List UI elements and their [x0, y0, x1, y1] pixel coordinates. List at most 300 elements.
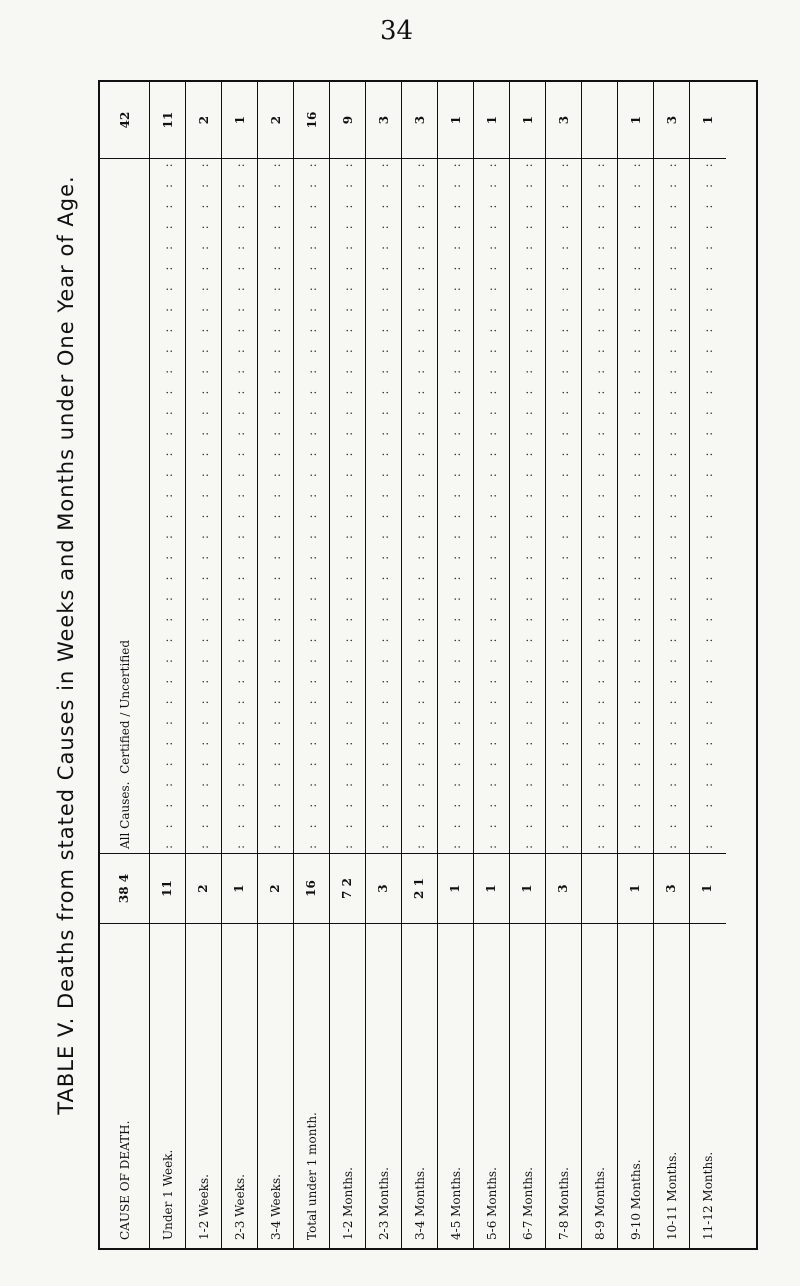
column-dot-leaders [582, 158, 617, 853]
dot-leader: : [196, 163, 211, 168]
dot-leader: : [160, 844, 175, 849]
table-row [294, 82, 330, 1248]
dot-leader: : [412, 514, 427, 519]
dot-leader: : [556, 844, 571, 849]
column-dot-leaders [222, 158, 257, 853]
dot-leader: : [160, 183, 175, 188]
dot-leader: : [232, 824, 247, 829]
column-first-value: 1 [690, 853, 726, 923]
column-total-value: 3 [664, 115, 679, 125]
dot-leader: : [268, 349, 283, 354]
dot-leader: : [232, 349, 247, 354]
dot-leader: : [701, 679, 715, 684]
dot-leader: : [340, 328, 355, 333]
dot-leader: : [701, 245, 715, 250]
dot-leader: : [376, 183, 391, 188]
dot-leader: : [592, 803, 607, 808]
dot-leader: : [628, 411, 643, 416]
dot-leader: : [520, 514, 535, 519]
table-row [258, 82, 294, 1248]
dot-leaders [269, 163, 283, 849]
dot-leader: : [304, 679, 319, 684]
dot-leader: : [412, 741, 427, 746]
dot-leader: : [160, 369, 175, 374]
dot-leaders [593, 163, 607, 849]
dot-leader: : [196, 369, 211, 374]
dot-leader: : [664, 638, 679, 643]
dot-leader: : [592, 638, 607, 643]
dot-leader: : [160, 411, 175, 416]
dot-leader: : [160, 266, 175, 271]
dot-leader: : [412, 183, 427, 188]
dot-leader: : [628, 328, 643, 333]
dot-leader: : [664, 411, 679, 416]
dot-leader: : [160, 452, 175, 457]
dot-leader: : [232, 431, 247, 436]
dot-leader: : [268, 307, 283, 312]
dot-leader: : [448, 741, 463, 746]
dot-leader: : [304, 431, 319, 436]
dot-leader: : [448, 493, 463, 498]
dot-leader: : [412, 700, 427, 705]
dot-leader: : [340, 576, 355, 581]
dot-leader: : [664, 844, 679, 849]
dot-leader: : [196, 555, 211, 560]
dot-leader: : [664, 700, 679, 705]
dot-leader: : [664, 183, 679, 188]
dot-leader: : [628, 824, 643, 829]
column-label: 3-4 Weeks. [258, 923, 293, 1248]
dot-leader: : [304, 700, 319, 705]
dot-leader: : [448, 369, 463, 374]
dot-leader: : [304, 349, 319, 354]
dot-leader: : [232, 163, 247, 168]
dot-leader: : [376, 679, 391, 684]
column-dot-leaders [294, 158, 329, 853]
dot-leader: : [484, 824, 499, 829]
dot-leader: : [664, 514, 679, 519]
dot-leader: : [556, 638, 571, 643]
dot-leader: : [196, 782, 211, 788]
column-first-value: 1 [510, 853, 545, 923]
dot-leader: : [304, 493, 319, 498]
header-first-values: 38 4 [100, 853, 149, 923]
dot-leader: : [412, 452, 427, 457]
dot-leader: : [160, 617, 175, 622]
dot-leader: : [268, 597, 283, 602]
dot-leader: : [376, 369, 391, 374]
dot-leader: : [628, 535, 643, 540]
column-label: 4-5 Months. [438, 923, 473, 1248]
dot-leader: : [232, 700, 247, 705]
dot-leader: : [664, 782, 679, 788]
dot-leader: : [160, 782, 175, 788]
dot-leader: : [448, 328, 463, 333]
dot-leader: : [628, 741, 643, 746]
dot-leader: : [520, 741, 535, 746]
dot-leader: : [484, 266, 499, 271]
dot-leader: : [268, 390, 283, 395]
dot-leader: : [268, 700, 283, 705]
dot-leader: : [376, 287, 391, 292]
dot-leader: : [556, 679, 571, 684]
dot-leader: : [628, 431, 643, 436]
dot-leader: : [664, 493, 679, 498]
dot-leader: : [484, 452, 499, 457]
column-label: 3-4 Months. [402, 923, 437, 1248]
column-dot-leaders [546, 158, 581, 853]
dot-leader: : [628, 266, 643, 271]
dot-leader: : [701, 741, 715, 746]
dot-leader: : [160, 638, 175, 643]
dot-leader: : [376, 803, 391, 808]
dot-leader: : [448, 287, 463, 292]
dot-leader: : [160, 204, 175, 209]
column-label: 2-3 Weeks. [222, 923, 257, 1248]
table-row [690, 82, 726, 1248]
dot-leader: : [412, 245, 427, 250]
dot-leader: : [196, 204, 211, 209]
dot-leader: : [592, 307, 607, 312]
dot-leaders [341, 163, 355, 849]
dot-leader: : [701, 659, 715, 664]
dot-leader: : [556, 452, 571, 457]
dot-leader: : [592, 721, 607, 726]
column-label: 1-2 Weeks. [186, 923, 221, 1248]
dot-leader: : [232, 452, 247, 457]
dot-leader: : [196, 700, 211, 705]
dot-leader: : [232, 844, 247, 849]
dot-leaders [485, 163, 499, 849]
dot-leaders [413, 163, 427, 849]
dot-leader: : [556, 824, 571, 829]
dot-leader: : [484, 349, 499, 354]
dot-leader: : [592, 349, 607, 354]
dot-leader: : [664, 535, 679, 540]
dot-leader: : [412, 473, 427, 478]
dot-leader: : [376, 514, 391, 519]
dot-leader: : [376, 597, 391, 602]
dot-leader: : [701, 225, 715, 230]
dot-leader: : [664, 287, 679, 292]
dot-leader: : [484, 431, 499, 436]
dot-leader: : [304, 307, 319, 312]
dot-leaders [665, 163, 679, 849]
dot-leader: : [628, 659, 643, 664]
dot-leader: : [556, 266, 571, 271]
column-total-value: 11 [160, 111, 175, 129]
dot-leader: : [268, 163, 283, 168]
all-causes-label: All Causes. [117, 781, 132, 849]
dot-leader: : [592, 287, 607, 292]
dot-leader: : [520, 287, 535, 292]
dot-leader: : [484, 844, 499, 849]
dot-leader: : [196, 328, 211, 333]
column-dot-leaders [618, 158, 653, 853]
dot-leader: : [664, 369, 679, 374]
dot-leader: : [232, 659, 247, 664]
dot-leader: : [376, 390, 391, 395]
dot-leader: : [340, 473, 355, 478]
dot-leader: : [556, 349, 571, 354]
dot-leader: : [484, 390, 499, 395]
uncertified-label: Uncertified [117, 639, 132, 709]
dot-leader: : [412, 824, 427, 829]
dot-leader: : [592, 659, 607, 664]
dot-leader: : [376, 245, 391, 250]
dot-leader: : [160, 803, 175, 808]
mortality-table [98, 80, 758, 1250]
dot-leader: : [628, 514, 643, 519]
dot-leader: : [412, 597, 427, 602]
dot-leader: : [340, 431, 355, 436]
dot-leader: : [160, 493, 175, 498]
dot-leader: : [592, 597, 607, 602]
dot-leader: : [592, 844, 607, 849]
dot-leader: : [304, 204, 319, 209]
dot-leader: : [484, 576, 499, 581]
column-dot-leaders [690, 158, 726, 853]
dot-leader: : [556, 555, 571, 560]
dot-leader: : [556, 700, 571, 705]
dot-leader: : [196, 844, 211, 849]
dot-leader: : [520, 183, 535, 188]
dot-leader: : [484, 700, 499, 705]
dot-leader: : [412, 762, 427, 767]
dot-leader: : [232, 597, 247, 602]
dot-leader: : [556, 163, 571, 168]
dot-leader: : [340, 762, 355, 767]
dot-leader: : [448, 411, 463, 416]
dot-leader: : [268, 679, 283, 684]
dot-leader: : [340, 349, 355, 354]
dot-leader: : [268, 369, 283, 374]
dot-leader: : [448, 535, 463, 540]
dot-leader: : [628, 287, 643, 292]
column-first-value: 2 1 [402, 853, 437, 923]
dot-leader: : [268, 493, 283, 498]
dot-leader: : [232, 535, 247, 540]
dot-leader: : [160, 514, 175, 519]
dot-leaders [197, 163, 211, 849]
dot-leader: : [520, 349, 535, 354]
column-first-value: 7 2 [330, 853, 365, 923]
dot-leader: : [196, 741, 211, 746]
dot-leader: : [412, 844, 427, 849]
dot-leader: : [196, 638, 211, 643]
column-dot-leaders [150, 158, 185, 853]
dot-leader: : [592, 163, 607, 168]
dot-leader: : [701, 762, 715, 767]
dot-leader: : [304, 369, 319, 374]
rotated-table-body [100, 82, 756, 1248]
dot-leader: : [520, 473, 535, 478]
column-first-value: 1 [474, 853, 509, 923]
dot-leader: : [160, 349, 175, 354]
dot-leader: : [340, 307, 355, 312]
dot-leader: : [556, 431, 571, 436]
dot-leader: : [232, 287, 247, 292]
dot-leader: : [592, 411, 607, 416]
dot-leader: : [448, 163, 463, 168]
dot-leader: : [592, 473, 607, 478]
column-label: 7-8 Months. [546, 923, 581, 1248]
dot-leader: : [556, 803, 571, 808]
dot-leader: : [196, 617, 211, 622]
column-first-value: 2 [186, 853, 221, 923]
dot-leader: : [340, 287, 355, 292]
dot-leader: : [232, 328, 247, 333]
dot-leader: : [232, 555, 247, 560]
dot-leader: : [412, 782, 427, 788]
dot-leader: : [160, 163, 175, 168]
dot-leader: : [340, 266, 355, 271]
table-row [150, 82, 186, 1248]
dot-leader: : [484, 535, 499, 540]
dot-leader: : [304, 844, 319, 849]
dot-leader: : [484, 514, 499, 519]
dot-leader: : [556, 287, 571, 292]
dot-leader: : [304, 576, 319, 581]
dot-leader: : [304, 824, 319, 829]
dot-leader: : [592, 514, 607, 519]
dot-leader: : [376, 266, 391, 271]
dot-leader: : [196, 597, 211, 602]
dot-leader: : [196, 390, 211, 395]
dot-leader: : [628, 204, 643, 209]
column-first-value [582, 853, 617, 923]
table-row [474, 82, 510, 1248]
dot-leader: : [412, 617, 427, 622]
dot-leader: : [160, 535, 175, 540]
dot-leader: : [376, 762, 391, 767]
dot-leader: : [701, 369, 715, 374]
dot-leader: : [592, 493, 607, 498]
dot-leader: : [304, 225, 319, 230]
dot-leaders [701, 163, 715, 849]
dot-leader: : [196, 493, 211, 498]
dot-leader: : [520, 411, 535, 416]
column-total-value: 2 [268, 115, 283, 125]
dot-leader: : [484, 411, 499, 416]
dot-leader: : [376, 349, 391, 354]
dot-leader: : [268, 245, 283, 250]
dot-leader: : [196, 307, 211, 312]
dot-leader: : [448, 431, 463, 436]
dot-leader: : [160, 576, 175, 581]
dot-leader: : [268, 514, 283, 519]
dot-leader: : [664, 721, 679, 726]
column-total-value: 1 [232, 115, 247, 125]
dot-leader: : [196, 679, 211, 684]
dot-leader: : [196, 824, 211, 829]
dot-leader: : [376, 493, 391, 498]
dot-leader: : [268, 411, 283, 416]
column-label: Under 1 Week. [150, 923, 185, 1248]
dot-leader: : [304, 555, 319, 560]
dot-leader: : [592, 535, 607, 540]
dot-leader: : [412, 638, 427, 643]
column-total-value: 1 [628, 115, 643, 125]
dot-leader: : [520, 782, 535, 788]
cause-of-death-header: CAUSE OF DEATH. [100, 923, 149, 1248]
dot-leader: : [628, 369, 643, 374]
dot-leader: : [628, 163, 643, 168]
dot-leader: : [484, 328, 499, 333]
dot-leader: : [232, 390, 247, 395]
column-first-value: 1 [438, 853, 473, 923]
dot-leader: : [340, 535, 355, 540]
dot-leader: : [268, 741, 283, 746]
dot-leaders [305, 163, 319, 849]
dot-leader: : [196, 576, 211, 581]
dot-leader: : [412, 163, 427, 168]
dot-leader: : [448, 721, 463, 726]
dot-leader: : [268, 617, 283, 622]
dot-leader: : [556, 576, 571, 581]
dot-leader: : [448, 597, 463, 602]
dot-leader: : [664, 741, 679, 746]
dot-leader: : [304, 411, 319, 416]
dot-leader: : [556, 617, 571, 622]
column-first-value: 3 [366, 853, 401, 923]
dot-leader: : [556, 183, 571, 188]
dot-leader: : [628, 183, 643, 188]
dot-leader: : [196, 245, 211, 250]
dot-leaders [449, 163, 463, 849]
dot-leader: : [376, 576, 391, 581]
dot-leader: : [232, 576, 247, 581]
dot-leader: : [304, 659, 319, 664]
dot-leader: : [592, 576, 607, 581]
dot-leader: : [304, 473, 319, 478]
table-row [186, 82, 222, 1248]
dot-leader: : [448, 183, 463, 188]
column-total-value: 3 [556, 115, 571, 125]
dot-leader: : [628, 349, 643, 354]
dot-leader: : [556, 411, 571, 416]
dot-leader: : [376, 700, 391, 705]
dot-leader: : [592, 452, 607, 457]
dot-leader: : [448, 782, 463, 788]
dot-leader: : [304, 803, 319, 808]
table-row [222, 82, 258, 1248]
dot-leader: : [340, 514, 355, 519]
dot-leader: : [412, 576, 427, 581]
dot-leader: : [628, 782, 643, 788]
dot-leader: : [268, 431, 283, 436]
column-total-value: 3 [412, 115, 427, 125]
dot-leader: : [268, 803, 283, 808]
dot-leader: : [376, 617, 391, 622]
page-number: 34 [380, 16, 414, 46]
dot-leader: : [592, 431, 607, 436]
dot-leader: : [701, 204, 715, 209]
dot-leader: : [520, 225, 535, 230]
column-total-value: 1 [520, 115, 535, 125]
dot-leader: : [268, 452, 283, 457]
dot-leader: : [160, 390, 175, 395]
dot-leader: : [628, 617, 643, 622]
table-row [654, 82, 690, 1248]
dot-leader: : [340, 411, 355, 416]
dot-leader: : [520, 555, 535, 560]
dot-leader: : [520, 700, 535, 705]
dot-leader: : [304, 535, 319, 540]
dot-leader: : [701, 473, 715, 478]
dot-leader: : [592, 204, 607, 209]
dot-leader: : [520, 576, 535, 581]
